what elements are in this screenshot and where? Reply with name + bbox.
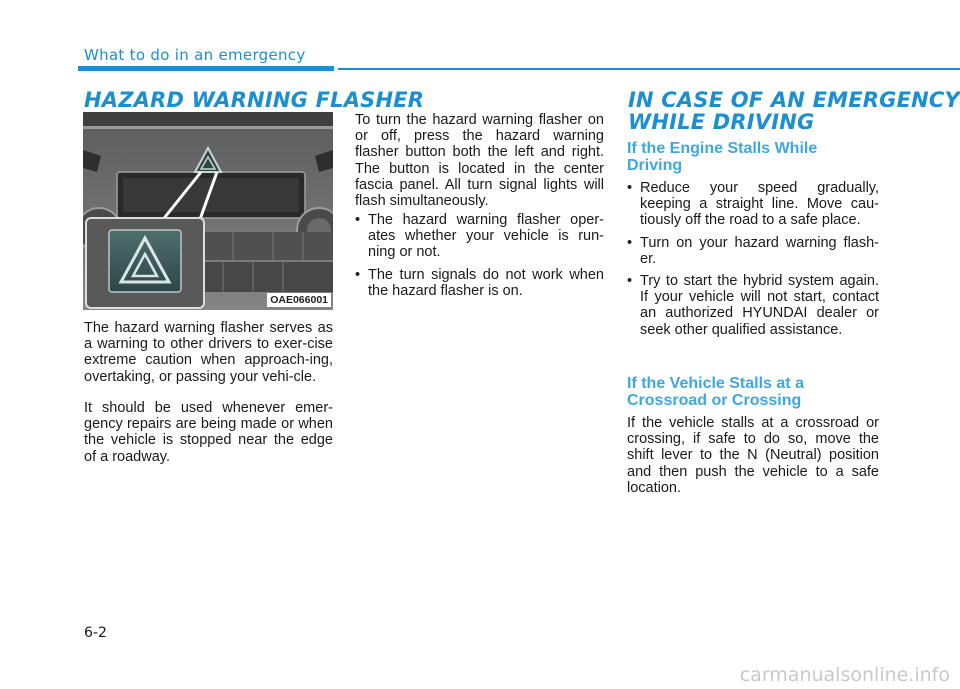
hazard-button-figure bbox=[83, 112, 333, 310]
hazard-title: HAZARD WARNING FLASHER bbox=[84, 88, 425, 112]
header-rule-thick bbox=[78, 66, 334, 71]
list-item: • The hazard warning flasher oper-ates whether your vehicle is run-ning or not. bbox=[355, 212, 604, 261]
header-rule-thin bbox=[338, 68, 960, 70]
engine-stalls-heading: If the Engine Stalls While Driving bbox=[627, 140, 818, 174]
watermark[interactable]: carmanualsonline.info bbox=[739, 664, 950, 686]
page-number: 6-2 bbox=[84, 625, 107, 641]
list-item: • Try to start the hybrid system again. If your vehicle will not start, contact an authorized HYUNDAI dealer or seek other qualified assistance. bbox=[627, 273, 879, 338]
hazard-paragraph-2: It should be used whenever emer-gency repairs are being made or when the vehicle is stopped near the edge of a roadway. bbox=[84, 400, 333, 465]
emergency-title-line-1: IN CASE OF AN EMERGENCY bbox=[628, 88, 960, 112]
figure-code: OAE066001 bbox=[267, 293, 331, 307]
dashboard-illustration bbox=[83, 112, 333, 310]
engine-stalls-bullet-list bbox=[627, 180, 879, 344]
list-item: • Turn on your hazard warning flash-er. bbox=[627, 235, 879, 267]
list-item: • Reduce your speed gradually, keeping a straight line. Move cau-tiously off the road to a safe place. bbox=[627, 180, 879, 229]
hazard-paragraph-3: To turn the hazard warning flasher on or off, press the hazard warning flasher button both the left and right. The button is located in the center fascia panel. All turn signal lights will flash simultaneously. bbox=[355, 112, 604, 210]
vehicle-stalls-heading: If the Vehicle Stalls at a Crossroad or Crossing bbox=[627, 375, 804, 409]
section-title: What to do in an emergency bbox=[84, 46, 306, 64]
vehicle-stalls-paragraph: If the vehicle stalls at a crossroad or crossing, if safe to do so, move the shift lever to the N (Neutral) position and then push the vehicle to a safe location. bbox=[627, 415, 879, 496]
emergency-title-line-2: WHILE DRIVING bbox=[628, 110, 815, 134]
list-item: • The turn signals do not work when the hazard flasher is on. bbox=[355, 267, 604, 299]
hazard-bullet-list bbox=[355, 212, 604, 305]
hazard-paragraph-1: The hazard warning flasher serves as a warning to other drivers to exer-cise extreme caution when approach-ing, overtaking, or passing your vehi-cle. bbox=[84, 320, 333, 385]
